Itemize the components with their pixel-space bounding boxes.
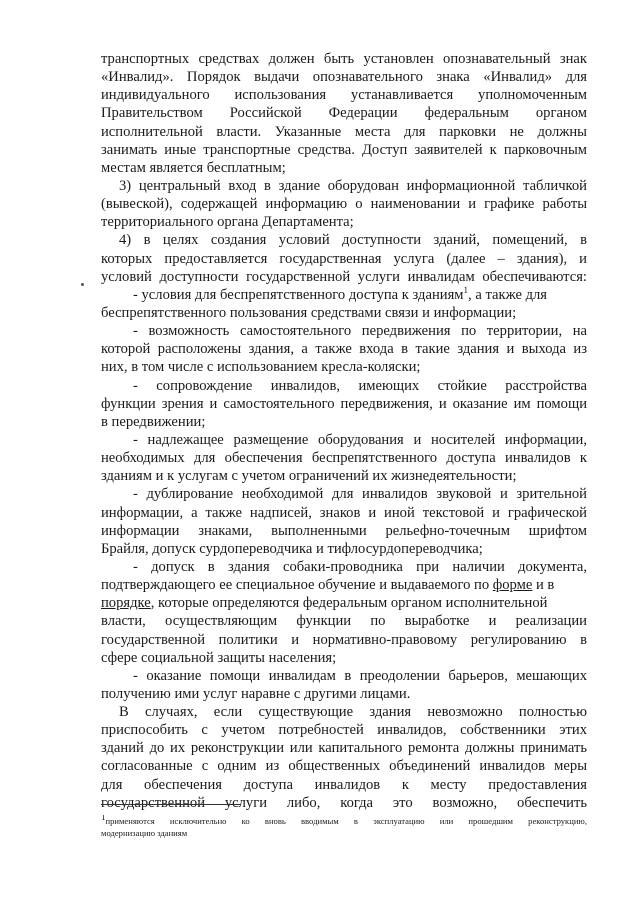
text-line: занимать иные транспортные средства. Доступ заявителей к парковочным: [101, 141, 587, 158]
text-line: [101, 594, 587, 612]
text-line: беспрепятственного пользования средствами связи и информации;: [101, 304, 517, 321]
text-line: - надлежащее размещение оборудования и носителей информации,: [133, 431, 587, 448]
list-item-3: 3) центральный вход в здание оборудован информационной табличкой: [119, 177, 587, 194]
text-line: необходимых для обеспечения беспрепятственного доступа инвалидов к: [101, 450, 587, 467]
text-line: условий доступности государственной услуги инвалидам обеспечиваются:: [101, 268, 587, 285]
scan-speck: [81, 283, 84, 286]
text-line: сфере социальной защиты населения;: [101, 649, 337, 666]
text-line: - дублирование необходимой для инвалидов звуковой и зрительной: [133, 486, 587, 503]
text-line: для обеспечения доступа инвалидов к месту предоставления: [101, 776, 587, 793]
text-line: получению ими услуг наравне с другими лицами.: [101, 685, 411, 702]
link-procedure[interactable]: порядке: [101, 595, 151, 612]
text-line: - оказание помощи инвалидам в преодолении барьеров, мешающих: [133, 667, 587, 684]
text-line: них, в том числе с использованием кресла-коляски;: [101, 359, 421, 376]
text-line: государственной политики и нормативно-правовому регулированию в: [101, 631, 587, 648]
document-body: [101, 50, 587, 812]
text-line: зданиям и к услугам с учетом ограничений их жизнедеятельности;: [101, 468, 517, 485]
text-line: информации знаками, выполненными рельефно-точечным шрифтом: [101, 522, 587, 539]
text-fragment: и в: [532, 577, 555, 594]
text-line: [101, 286, 587, 304]
footnote-separator: [101, 804, 241, 805]
list-item-4: 4) в целях создания условий доступности зданий, помещений, в: [119, 232, 587, 249]
text-line: «Инвалид». Порядок выдачи опознавательного знака «Инвалид» для: [101, 69, 587, 86]
text-line: (вывеской), содержащей информацию о наименовании и графике работы: [101, 196, 587, 213]
link-form[interactable]: форме: [492, 577, 533, 594]
text-line: исполнительной власти. Указанные места для парковки не должны: [101, 123, 587, 140]
text-line: согласованные с одним из общественных объединений инвалидов меры: [101, 758, 587, 775]
text-line: [101, 576, 587, 594]
text-line: - возможность самостоятельного передвижения по территории, на: [133, 323, 587, 340]
footnote-line: [101, 815, 587, 827]
text-line: зданий до их реконструкции или капитального ремонта должны принимать: [101, 740, 587, 757]
text-line: Брайля, допуск сурдопереводчика и тифлосурдопереводчика;: [101, 540, 483, 557]
text-line: индивидуального использования устанавливается уполномоченным: [101, 87, 587, 104]
text-line: которой расположены здания, а также входа в такие здания и выхода из: [101, 341, 587, 358]
text-line: функции зрения и самостоятельного передвижения, и оказание им помощи: [101, 395, 587, 412]
text-line: власти, осуществляющим функции по выработке и реализации: [101, 613, 587, 630]
text-line: которых предоставляется государственная услуга (далее – здания), и: [101, 250, 587, 267]
text-line: Правительством Российской Федерации федеральным органом: [101, 105, 587, 122]
text-line: приспособить с учетом потребностей инвалидов, собственники этих: [101, 722, 587, 739]
text-fragment: , а также для: [468, 286, 548, 303]
text-line: местам является бесплатным;: [101, 159, 286, 176]
footnote-marker: 1: [101, 815, 106, 823]
text-fragment: , которые определяются федеральным органом исполнительной: [150, 595, 548, 612]
footnote-reference: 1: [463, 284, 469, 295]
footnote-text: применяются исключительно ко вновь вводимым в эксплуатацию или прошедшим реконструкцию,: [105, 816, 587, 826]
footnote: [101, 815, 587, 839]
text-line: информации, а также надписей, знаков и иной текстовой и графической: [101, 504, 587, 521]
footnote-line: модернизацию зданиям: [101, 828, 188, 838]
text-line: - сопровождение инвалидов, имеющих стойкие расстройства: [133, 377, 587, 394]
text-fragment: подтверждающего ее специальное обучение и выдаваемого по: [101, 577, 493, 594]
text-line: - допуск в здания собаки-проводника при наличии документа,: [133, 558, 587, 575]
text-line: государственной услуги либо, когда это возможно, обеспечить: [101, 794, 587, 811]
text-line: в передвижении;: [101, 413, 206, 430]
paragraph-start: В случаях, если существующие здания невозможно полностью: [119, 704, 587, 721]
text-line: транспортных средствах должен быть установлен опознавательный знак: [101, 51, 587, 67]
text-line: территориального органа Департамента;: [101, 214, 354, 231]
text-fragment: - условия для беспрепятственного доступа к зданиям: [133, 286, 464, 303]
